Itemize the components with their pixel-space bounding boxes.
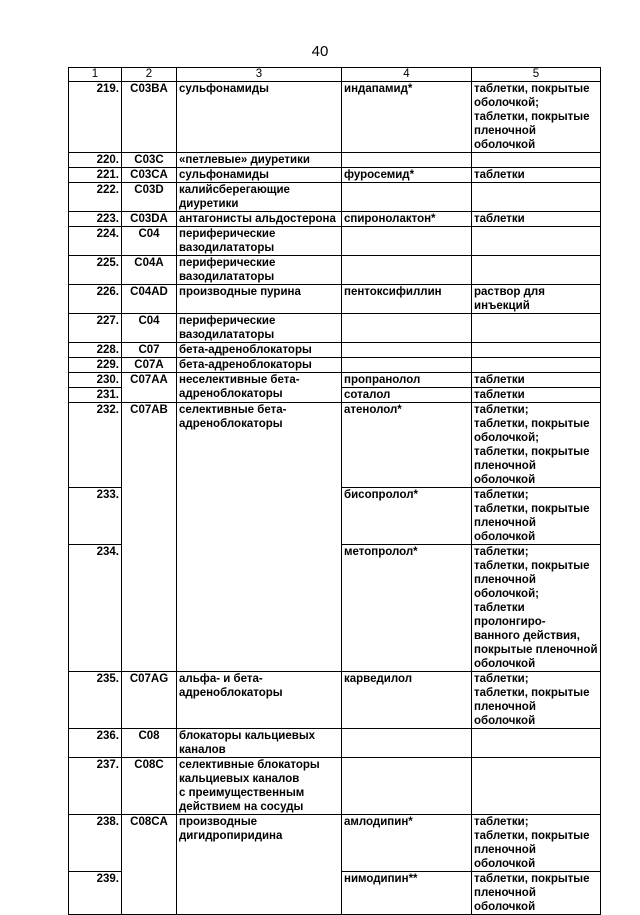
dosage-form-line: оболочкой; [474,432,539,444]
row-number: 226. [69,285,122,314]
dosage-form-line: пленочной оболочкой [474,125,536,151]
dosage-form-line: таблетки, покрытые [474,503,590,515]
dosage-form-line: таблетки; [474,816,529,828]
dosage-form [472,314,601,343]
row-number: 232. [69,403,122,488]
atc-group-name [177,815,342,915]
dosage-form [472,729,601,758]
table-row [69,82,601,153]
row-number: 219. [69,82,122,153]
row-number: 221. [69,168,122,183]
table-row [69,153,601,168]
row-number: 223. [69,212,122,227]
atc-group-name-line: вазодилататоры [179,242,275,254]
atc-group-name-line: кальциевых каналов [179,773,300,785]
dosage-form-line: таблетки, покрытые [474,83,590,95]
dosage-form-line: таблетки, покрытые [474,111,590,123]
row-number: 220. [69,153,122,168]
drug-name: фуросемид* [342,168,472,183]
atc-group-name-line: селективные блокаторы [179,759,320,771]
row-number: 237. [69,758,122,815]
atc-group-name-line: бета-адреноблокаторы [179,359,312,371]
atc-group-name-line: дигидропиридина [179,830,283,842]
header-cell: 4 [342,68,472,82]
drug-name [342,227,472,256]
dosage-form [472,488,601,545]
dosage-form-line: пленочной оболочкой; [474,574,539,600]
atc-group-name-line: бета-адреноблокаторы [179,344,312,356]
table-row [69,403,601,488]
dosage-form [472,285,601,314]
dosage-form [472,183,601,212]
row-number: 231. [69,388,122,403]
table-row [69,343,601,358]
atc-group-name-line: альфа- и бета- [179,673,263,685]
dosage-form-line: пленочной оболочкой [474,887,536,913]
header-cell: 3 [177,68,342,82]
drug-name: индапамид* [342,82,472,153]
dosage-form [472,373,601,388]
atc-code: C08 [122,729,177,758]
dosage-form [472,672,601,729]
atc-group-name [177,212,342,227]
atc-code: C03C [122,153,177,168]
dosage-form-line: таблетки, покрытые [474,446,590,458]
drug-name: пентоксифиллин [342,285,472,314]
drug-name: бисопролол* [342,488,472,545]
atc-code: C04 [122,314,177,343]
row-number: 235. [69,672,122,729]
atc-group-name-line: неселективные бета- [179,374,300,386]
dosage-form-line: таблетки [474,213,525,225]
table-row [69,212,601,227]
dosage-form-line: таблетки, покрытые [474,873,590,885]
dosage-form [472,388,601,403]
row-number: 236. [69,729,122,758]
atc-group-name-line: вазодилататоры [179,271,275,283]
drug-name [342,343,472,358]
dosage-form-line: таблетки; [474,546,529,558]
dosage-form-line: таблетки [474,169,525,181]
drug-name: метопролол* [342,545,472,672]
row-number: 238. [69,815,122,872]
atc-group-name [177,729,342,758]
atc-group-name-line: антагонисты альдостерона [179,213,336,225]
atc-group-name [177,758,342,815]
row-number: 225. [69,256,122,285]
atc-group-name-line: блокаторы кальциевых [179,730,316,742]
dosage-form [472,227,601,256]
table-row [69,358,601,373]
table-row [69,285,601,314]
dosage-form-line: таблетки пролонгиро- [474,602,546,628]
atc-group-name [177,227,342,256]
table-row [69,815,601,872]
atc-code: C08C [122,758,177,815]
atc-group-name [177,183,342,212]
drug-name: соталол [342,388,472,403]
atc-code: C03BA [122,82,177,153]
table-row [69,183,601,212]
row-number: 239. [69,872,122,915]
atc-group-name [177,343,342,358]
header-cell: 1 [69,68,122,82]
atc-group-name-line: сульфонамиды [179,169,269,181]
atc-code: C04AD [122,285,177,314]
drug-name: амлодипин* [342,815,472,872]
row-number: 228. [69,343,122,358]
table-row [69,729,601,758]
table-row [69,758,601,815]
atc-code: C03CA [122,168,177,183]
dosage-form-line: таблетки, покрытые [474,687,590,699]
atc-group-name-line: периферические [179,315,276,327]
atc-code: C03D [122,183,177,212]
dosage-form-line: таблетки [474,374,525,386]
atc-code: C07AG [122,672,177,729]
dosage-form-line: пленочной оболочкой [474,460,536,486]
atc-group-name [177,82,342,153]
atc-group-name-line: периферические [179,257,276,269]
atc-group-name-line: вазодилататоры [179,329,275,341]
atc-group-name [177,358,342,373]
atc-group-name-line: периферические [179,228,276,240]
atc-code: C04 [122,227,177,256]
dosage-form-line: таблетки [474,389,525,401]
atc-group-name-line: действием на сосуды [179,801,304,813]
dosage-form-line: таблетки, покрытые [474,418,590,430]
dosage-form-line: покрытые пленочной [474,644,598,656]
drug-name [342,183,472,212]
atc-group-name-line: с преимущественным [179,787,305,799]
page-number: 40 [311,43,329,60]
atc-group-name [177,314,342,343]
atc-group-name [177,256,342,285]
dosage-form-line: пленочной оболочкой [474,517,536,543]
atc-group-name [177,153,342,168]
dosage-form-line: таблетки, покрытые [474,560,590,572]
drug-name: нимодипин** [342,872,472,915]
table-row [69,256,601,285]
atc-group-name-line: производные [179,816,258,828]
drug-name [342,314,472,343]
row-number: 230. [69,373,122,388]
dosage-form-line: оболочкой [474,658,536,670]
atc-group-name-line: адреноблокаторы [179,388,283,400]
atc-group-name-line: калийсберегающие [179,184,290,196]
dosage-form-line: ванного действия, [474,630,580,642]
dosage-form-line: раствор для инъекций [474,286,545,312]
drug-name [342,153,472,168]
dosage-form [472,153,601,168]
dosage-form [472,815,601,872]
header-cell: 2 [122,68,177,82]
atc-group-name-line: сульфонамиды [179,83,269,95]
atc-group-name [177,672,342,729]
dosage-form-line: пленочной оболочкой [474,844,536,870]
dosage-form-line: таблетки; [474,404,529,416]
row-number: 224. [69,227,122,256]
drug-name [342,729,472,758]
atc-code: C03DA [122,212,177,227]
dosage-form-line: таблетки; [474,489,529,501]
dosage-form [472,343,601,358]
table-row [69,168,601,183]
dosage-form [472,212,601,227]
dosage-form [472,168,601,183]
drug-name: пропранолол [342,373,472,388]
atc-code: C07 [122,343,177,358]
dosage-form [472,758,601,815]
atc-group-name-line: «петлевые» диуретики [179,154,310,166]
atc-code: C04A [122,256,177,285]
atc-code: C07A [122,358,177,373]
dosage-form [472,403,601,488]
atc-group-name-line: производные пурина [179,286,301,298]
table-row [69,672,601,729]
atc-group-name-line: диуретики [179,198,239,210]
drug-table [68,67,601,915]
row-number: 227. [69,314,122,343]
atc-group-name-line: каналов [179,744,226,756]
dosage-form [472,545,601,672]
table-header-row [69,68,601,82]
drug-name: карведилол [342,672,472,729]
header-cell: 5 [472,68,601,82]
drug-name: атенолол* [342,403,472,488]
dosage-form-line: оболочкой; [474,97,539,109]
table-row [69,373,601,388]
dosage-form-line: таблетки, покрытые [474,830,590,842]
atc-code: C07AA [122,373,177,403]
dosage-form-line: таблетки; [474,673,529,685]
atc-group-name-line: селективные бета- [179,404,287,416]
atc-code: C08CA [122,815,177,915]
atc-group-name-line: адреноблокаторы [179,418,283,430]
row-number: 229. [69,358,122,373]
atc-group-name [177,285,342,314]
table-row [69,227,601,256]
dosage-form [472,872,601,915]
drug-name [342,256,472,285]
atc-group-name [177,373,342,403]
drug-name [342,358,472,373]
dosage-form [472,82,601,153]
atc-group-name-line: адреноблокаторы [179,687,283,699]
row-number: 234. [69,545,122,672]
drug-name: спиронолактон* [342,212,472,227]
row-number: 222. [69,183,122,212]
atc-group-name [177,168,342,183]
table-row [69,314,601,343]
drug-name [342,758,472,815]
atc-code: C07AB [122,403,177,672]
row-number: 233. [69,488,122,545]
atc-group-name [177,403,342,672]
dosage-form [472,358,601,373]
dosage-form-line: пленочной оболочкой [474,701,536,727]
dosage-form [472,256,601,285]
